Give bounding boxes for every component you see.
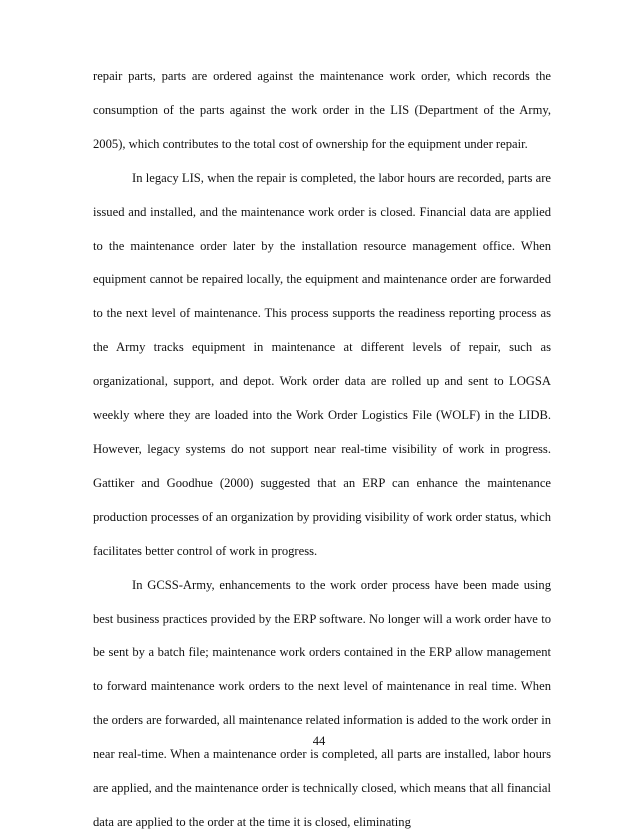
paragraph-repair-parts: repair parts, parts are ordered against the maintenance work order, which records the consumption of the parts against the work order in the LIS (Department of the Army, 2005), which contributes to the total cost of ownership for the equipment under repair. [93,69,551,151]
body-text [93,60,551,840]
paragraph-gcss-army: In GCSS-Army, enhancements to the work order process have been made using best business practices provided by the ERP software. No longer will a work order have to be sent by a batch file; maintenance work orders contained in the ERP allow management to forward maintenance work orders to the next level of maintenance in real time. When the orders are forwarded, all maintenance related information is added to the work order in near real-time. When a maintenance order is completed, all parts are installed, labor hours are applied, and the maintenance order is technically closed, which means that all financial data are applied to the order at the time it is closed, eliminating [93,577,551,829]
page-number: 44 [312,734,326,748]
paragraph-legacy-lis: In legacy LIS, when the repair is completed, the labor hours are recorded, parts are issued and installed, and the maintenance work order is closed. Financial data are applied to the maintenance order later by the installation resource management office. When equipment cannot be repaired locally, the equipment and maintenance order are forwarded to the next level of maintenance. This process supports the readiness reporting process as the Army tracks equipment in maintenance at different levels of repair, such as organizational, support, and depot. Work order data are rolled up and sent to LOGSA weekly where they are loaded into the Work Order Logistics File (WOLF) in the LIDB. However, legacy systems do not support near real-time visibility of work in progress. Gattiker and Goodhue (2000) suggested that an ERP can enhance the maintenance production processes of an organization by providing visibility of work order status, which facilitates better control of work in progress. [93,170,551,558]
